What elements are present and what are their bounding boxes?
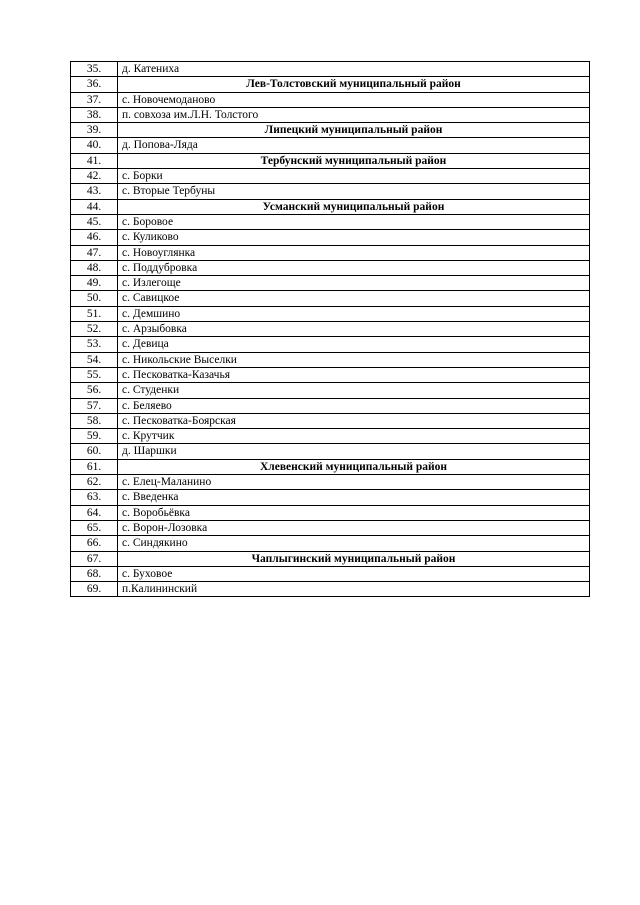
table-row	[71, 520, 590, 535]
settlement-name: с. Куликово	[118, 230, 590, 245]
settlement-name: д. Шаршки	[118, 444, 590, 459]
row-number: 55.	[71, 367, 118, 382]
table-row	[71, 169, 590, 184]
settlement-name: с. Беляево	[118, 398, 590, 413]
table-row	[71, 62, 590, 77]
row-number: 41.	[71, 153, 118, 168]
table-row	[71, 337, 590, 352]
settlement-name: с. Поддубровка	[118, 260, 590, 275]
settlement-name: с. Буховое	[118, 566, 590, 581]
row-number: 46.	[71, 230, 118, 245]
settlement-name: с. Новочемоданово	[118, 92, 590, 107]
row-number: 53.	[71, 337, 118, 352]
row-number: 62.	[71, 475, 118, 490]
table-row	[71, 214, 590, 229]
table-row	[71, 291, 590, 306]
district-name: Тербунский муниципальный район	[118, 153, 590, 168]
settlement-name: с. Введенка	[118, 490, 590, 505]
settlement-name: п.Калининский	[118, 582, 590, 597]
settlement-name: с. Синдякино	[118, 536, 590, 551]
table-row	[71, 475, 590, 490]
district-name: Хлевенский муниципальный район	[118, 459, 590, 474]
table-row	[71, 260, 590, 275]
district-header-row	[71, 199, 590, 214]
settlement-name: с. Ворон-Лозовка	[118, 520, 590, 535]
settlement-name: с. Девица	[118, 337, 590, 352]
table-row	[71, 413, 590, 428]
table-row	[71, 383, 590, 398]
settlement-name: с. Излегоще	[118, 276, 590, 291]
settlement-name: с. Песковатка-Боярская	[118, 413, 590, 428]
table-row	[71, 429, 590, 444]
row-number: 43.	[71, 184, 118, 199]
table-row	[71, 444, 590, 459]
district-header-row	[71, 77, 590, 92]
table-row	[71, 184, 590, 199]
settlement-name: с. Крутчик	[118, 429, 590, 444]
row-number: 66.	[71, 536, 118, 551]
row-number: 67.	[71, 551, 118, 566]
row-number: 57.	[71, 398, 118, 413]
table-row	[71, 536, 590, 551]
row-number: 37.	[71, 92, 118, 107]
row-number: 40.	[71, 138, 118, 153]
settlement-name: с. Новоуглянка	[118, 245, 590, 260]
row-number: 47.	[71, 245, 118, 260]
table-row	[71, 505, 590, 520]
table-row	[71, 490, 590, 505]
district-name: Липецкий муниципальный район	[118, 123, 590, 138]
row-number: 69.	[71, 582, 118, 597]
row-number: 58.	[71, 413, 118, 428]
row-number: 61.	[71, 459, 118, 474]
table-row	[71, 276, 590, 291]
row-number: 48.	[71, 260, 118, 275]
row-number: 59.	[71, 429, 118, 444]
settlement-name: п. совхоза им.Л.Н. Толстого	[118, 107, 590, 122]
district-header-row	[71, 459, 590, 474]
row-number: 44.	[71, 199, 118, 214]
table-row	[71, 322, 590, 337]
district-header-row	[71, 153, 590, 168]
table-row	[71, 138, 590, 153]
settlement-name: с. Боровое	[118, 214, 590, 229]
row-number: 52.	[71, 322, 118, 337]
row-number: 51.	[71, 306, 118, 321]
table-row	[71, 107, 590, 122]
district-name: Чаплыгинский муниципальный район	[118, 551, 590, 566]
table-row	[71, 582, 590, 597]
settlement-name: с. Демшино	[118, 306, 590, 321]
settlement-name: с. Елец-Маланино	[118, 475, 590, 490]
settlement-name: д. Попова-Ляда	[118, 138, 590, 153]
settlement-name: д. Катениха	[118, 62, 590, 77]
table-row	[71, 566, 590, 581]
settlements-table	[70, 61, 590, 597]
settlement-name: с. Никольские Выселки	[118, 352, 590, 367]
row-number: 50.	[71, 291, 118, 306]
settlement-name: с. Песковатка-Казачья	[118, 367, 590, 382]
district-header-row	[71, 123, 590, 138]
settlement-name: с. Арзыбовка	[118, 322, 590, 337]
row-number: 38.	[71, 107, 118, 122]
row-number: 42.	[71, 169, 118, 184]
settlement-name: с. Савицкое	[118, 291, 590, 306]
table-row	[71, 245, 590, 260]
row-number: 36.	[71, 77, 118, 92]
row-number: 64.	[71, 505, 118, 520]
row-number: 65.	[71, 520, 118, 535]
table-row	[71, 306, 590, 321]
row-number: 49.	[71, 276, 118, 291]
row-number: 54.	[71, 352, 118, 367]
settlement-name: с. Вторые Тербуны	[118, 184, 590, 199]
district-header-row	[71, 551, 590, 566]
row-number: 56.	[71, 383, 118, 398]
row-number: 35.	[71, 62, 118, 77]
table-row	[71, 92, 590, 107]
district-name: Лев-Толстовский муниципальный район	[118, 77, 590, 92]
settlement-name: с. Студенки	[118, 383, 590, 398]
row-number: 45.	[71, 214, 118, 229]
row-number: 68.	[71, 566, 118, 581]
table-row	[71, 367, 590, 382]
settlement-name: с. Борки	[118, 169, 590, 184]
row-number: 60.	[71, 444, 118, 459]
table-row	[71, 352, 590, 367]
table-row	[71, 398, 590, 413]
table-row	[71, 230, 590, 245]
row-number: 39.	[71, 123, 118, 138]
district-name: Усманский муниципальный район	[118, 199, 590, 214]
settlement-name: с. Воробьёвка	[118, 505, 590, 520]
settlements-table-body	[71, 62, 590, 597]
row-number: 63.	[71, 490, 118, 505]
